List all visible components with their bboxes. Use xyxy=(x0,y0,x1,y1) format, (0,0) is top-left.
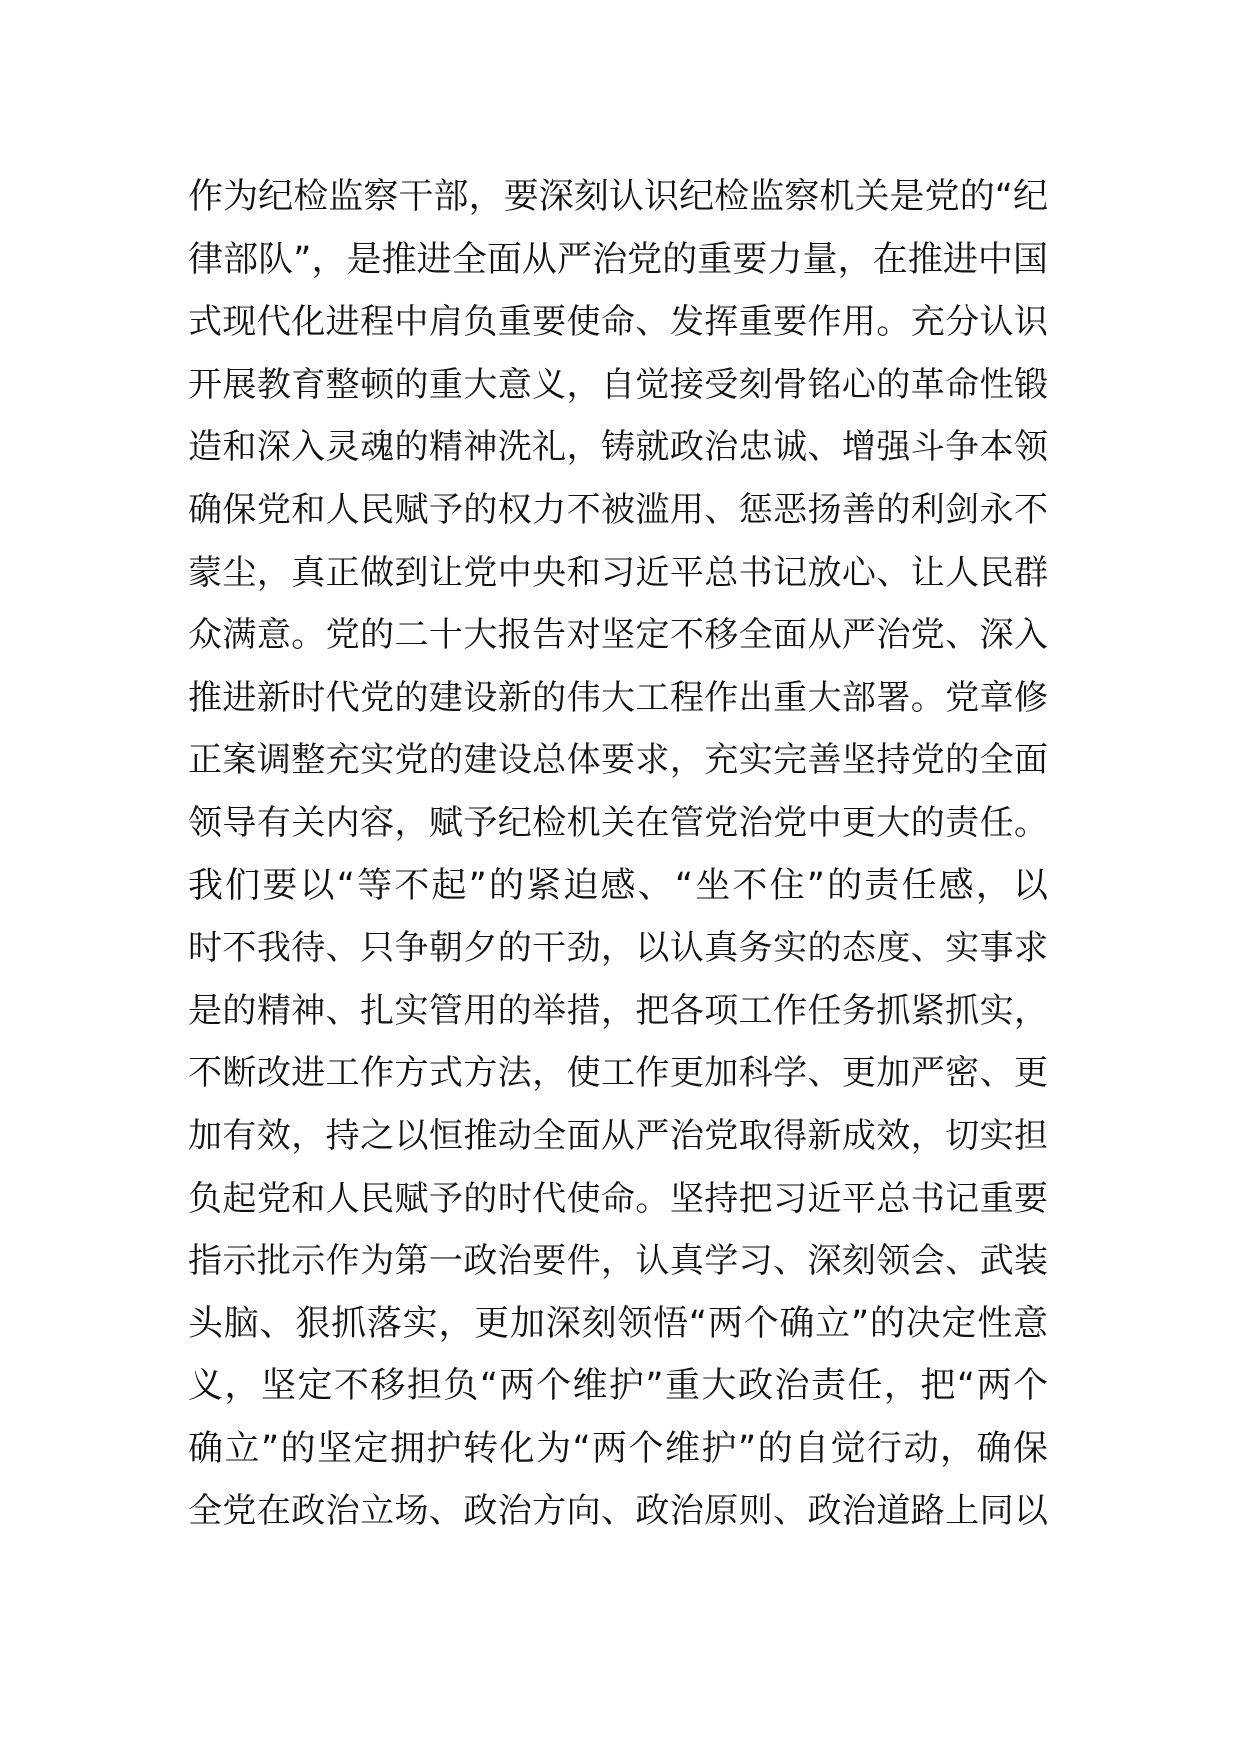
text-line: 蒙尘，真正做到让党中央和习近平总书记放心、让人民群 xyxy=(188,552,1048,593)
text-line: 时不我待、只争朝夕的干劲，以认真务实的态度、实事求 xyxy=(188,928,1048,969)
text-line: 负起党和人民赋予的时代使命。坚持把习近平总书记重要 xyxy=(188,1178,1048,1219)
text-line: 我们要以“等不起”的紧迫感、“坐不住”的责任感，以 xyxy=(188,865,1048,906)
text-line: 头脑、狠抓落实，更加深刻领悟“两个确立”的决定性意 xyxy=(188,1303,1048,1344)
text-line: 正案调整充实党的建设总体要求，充实完善坚持党的全面 xyxy=(188,740,1048,781)
text-line: 全党在政治立场、政治方向、政治原则、政治道路上同以 xyxy=(188,1491,1048,1532)
text-line: 作为纪检监察干部，要深刻认识纪检监察机关是党的“纪 xyxy=(188,177,1048,217)
text-line: 推进新时代党的建设新的伟大工程作出重大部署。党章修 xyxy=(188,677,1048,718)
body-paragraph xyxy=(188,166,1048,1543)
text-line: 指示批示作为第一政治要件，认真学习、深刻领会、武装 xyxy=(188,1241,1048,1282)
text-line: 加有效，持之以恒推动全面从严治党取得新成效，切实担 xyxy=(188,1115,1048,1156)
text-line: 造和深入灵魂的精神洗礼，铸就政治忠诚、增强斗争本领 xyxy=(188,427,1048,468)
text-line: 确立”的坚定拥护转化为“两个维护”的自觉行动，确保 xyxy=(188,1428,1048,1469)
text-line: 不断改进工作方式方法，使工作更加科学、更加严密、更 xyxy=(188,1053,1048,1094)
text-line: 领导有关内容，赋予纪检机关在管党治党中更大的责任。 xyxy=(188,802,1048,843)
text-line: 确保党和人民赋予的权力不被滥用、惩恶扬善的利剑永不 xyxy=(188,489,1048,530)
text-line: 律部队”，是推进全面从严治党的重要力量，在推进中国 xyxy=(188,239,1048,280)
text-line: 式现代化进程中肩负重要使命、发挥重要作用。充分认识 xyxy=(188,302,1048,343)
text-line: 是的精神、扎实管用的举措，把各项工作任务抓紧抓实， xyxy=(188,990,1048,1031)
text-line: 义，坚定不移担负“两个维护”重大政治责任，把“两个 xyxy=(188,1366,1048,1407)
text-line: 众满意。党的二十大报告对坚定不移全面从严治党、深入 xyxy=(188,615,1048,656)
text-line: 开展教育整顿的重大意义，自觉接受刻骨铭心的革命性锻 xyxy=(188,364,1048,405)
